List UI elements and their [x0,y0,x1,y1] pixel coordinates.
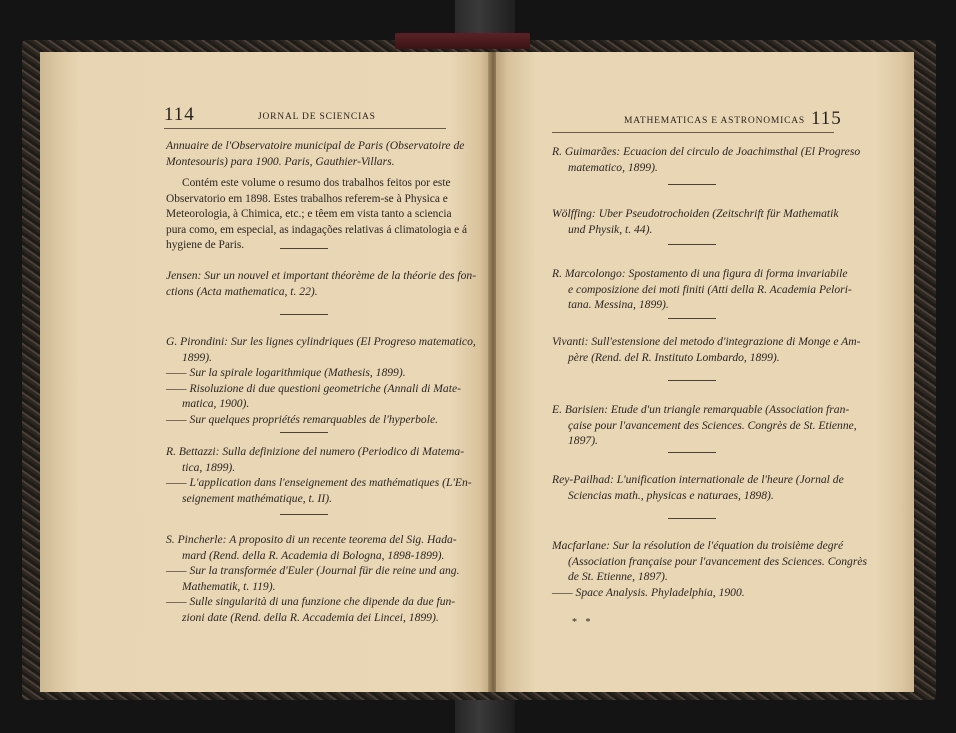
text-line: R. Marcolongo: Spostamento di una figura di forma invariabile [552,267,848,280]
left-entry-jensen [166,268,477,299]
left-entry-bettazzi [166,444,472,506]
section-separator [668,184,716,185]
text-line: und Physik, t. 44). [568,222,653,236]
right-entry-barisien [552,402,857,449]
text-line: père (Rend. del R. Instituto Lombardo, 1899). [568,350,780,364]
text-line: de St. Etienne, 1897). [568,570,668,583]
right-running-head: MATHEMATICAS E ASTRONOMICAS [624,116,806,126]
right-entry-rey-pailhad [552,472,844,503]
text-line: zioni date (Rend. della R. Accademia dei Lincei, 1899). [182,610,439,624]
section-separator [668,518,716,519]
text-line: (Association française pour l'avancement des Sciences. Congrès [568,554,868,568]
left-header-rule [164,128,446,129]
left-paragraph-description [166,176,468,254]
text-line: Jensen: Sur un nouvel et important théorème de la théorie des fon- [166,269,477,282]
text-line: Mathematik, t. 119). [182,579,276,593]
text-line: tica, 1899). [182,460,236,474]
text-line: Observatorio em 1898. Estes trabalhos referem-se à Physica e [166,192,448,205]
text-line: S. Pincherle: A proposito di un recente teorema del Sig. Hada- [166,533,457,546]
section-separator [280,514,328,515]
left-running-head: JORNAL DE SCIENCIAS [258,112,376,122]
text-line: matematico, 1899). [568,160,658,174]
text-line: tana. Messina, 1899). [568,298,669,311]
book-headband [395,33,530,49]
text-line: —— Sur quelques propriétés remarquables de l'hyperbole. [166,412,438,426]
section-separator [280,248,328,249]
text-line: Meteorologia, à Chimica, etc.; e têem em vista tanto a sciencia [166,208,452,220]
text-line: —— L'application dans l'enseignement des mathématiques (L'En- [166,476,472,489]
section-separator [668,244,716,245]
right-page [496,52,914,692]
text-line: Wölffing: Uber Pseudotrochoiden (Zeitschrift für Mathematik [552,207,839,220]
end-mark: * * [572,617,594,628]
section-separator [280,432,328,433]
text-line: Annuaire de l'Observatoire municipal de Paris (Observatoire de [166,139,465,152]
text-line: ctions (Acta mathematica, t. 22). [166,284,318,298]
text-line: —— Sur la spirale logarithmique (Mathesis, 1899). [166,366,406,379]
text-line: çaise pour l'avancement des Sciences. Congrès de St. Etienne, [568,418,857,432]
text-line: Montesouris) para 1900. Paris, Gauthier-Villars. [166,154,395,168]
text-line: E. Barisien: Etude d'un triangle remarquable (Association fran- [552,403,850,416]
text-line: R. Guimarães: Ecuacion del circulo de Joachimsthal (El Progreso [552,145,861,158]
text-line: Macfarlane: Sur la résolution de l'équation du troisième degré [552,539,844,552]
text-line: seignement mathématique, t. II). [182,491,333,505]
left-entry-annuaire [166,138,465,169]
text-line: Contém este volume o resumo dos trabalhos feitos por este [182,177,451,189]
text-line: G. Pirondini: Sur les lignes cylindriques (El Progreso matematico, [166,335,476,348]
text-line: pura como, em especial, as indagações relativas á climatologia e á [166,223,468,236]
text-line: Rey-Pailhad: L'unification internationale de l'heure (Jornal de [552,473,844,486]
left-entry-pirondini [166,334,476,427]
text-line: e composizione dei moti finiti (Atti della R. Academia Pelori- [568,282,852,296]
text-line: Vivanti: Sull'estensione del metodo d'integrazione di Monge e Am- [552,335,861,348]
right-entry-wolffing [552,206,839,237]
right-entry-vivanti [552,334,861,365]
text-line: —— Space Analysis. Phyladelphia, 1900. [552,585,745,599]
text-line: matica, 1900). [182,397,250,410]
text-line: R. Bettazzi: Sulla definizione del numero (Periodico di Matema- [166,445,465,458]
text-line: Sciencias math., physicas e naturaes, 1898). [568,488,774,502]
text-line: —— Risoluzione di due questioni geometriche (Annali di Mate- [166,381,461,395]
section-separator [668,452,716,453]
section-separator [668,318,716,319]
right-entry-macfarlane [552,538,868,600]
text-line: mard (Rend. della R. Academia di Bologna, 1898-1899). [182,548,445,562]
section-separator [280,314,328,315]
section-separator [668,380,716,381]
left-page-number: 114 [164,104,195,125]
text-line: 1897). [568,434,598,447]
right-entry-guimaraes [552,144,861,175]
text-line: 1899). [182,350,212,364]
right-entry-marcolongo [552,266,852,313]
text-line: —— Sur la transformée d'Euler (Journal für die reine und ang. [166,564,460,577]
left-entry-pincherle [166,532,460,625]
text-line: —— Sulle singularità di una funzione che dipende da due fun- [166,595,456,608]
right-header-rule [552,132,834,133]
text-line: hygiene de Paris. [166,239,245,251]
left-page [40,52,490,692]
right-page-number: 115 [811,108,842,129]
